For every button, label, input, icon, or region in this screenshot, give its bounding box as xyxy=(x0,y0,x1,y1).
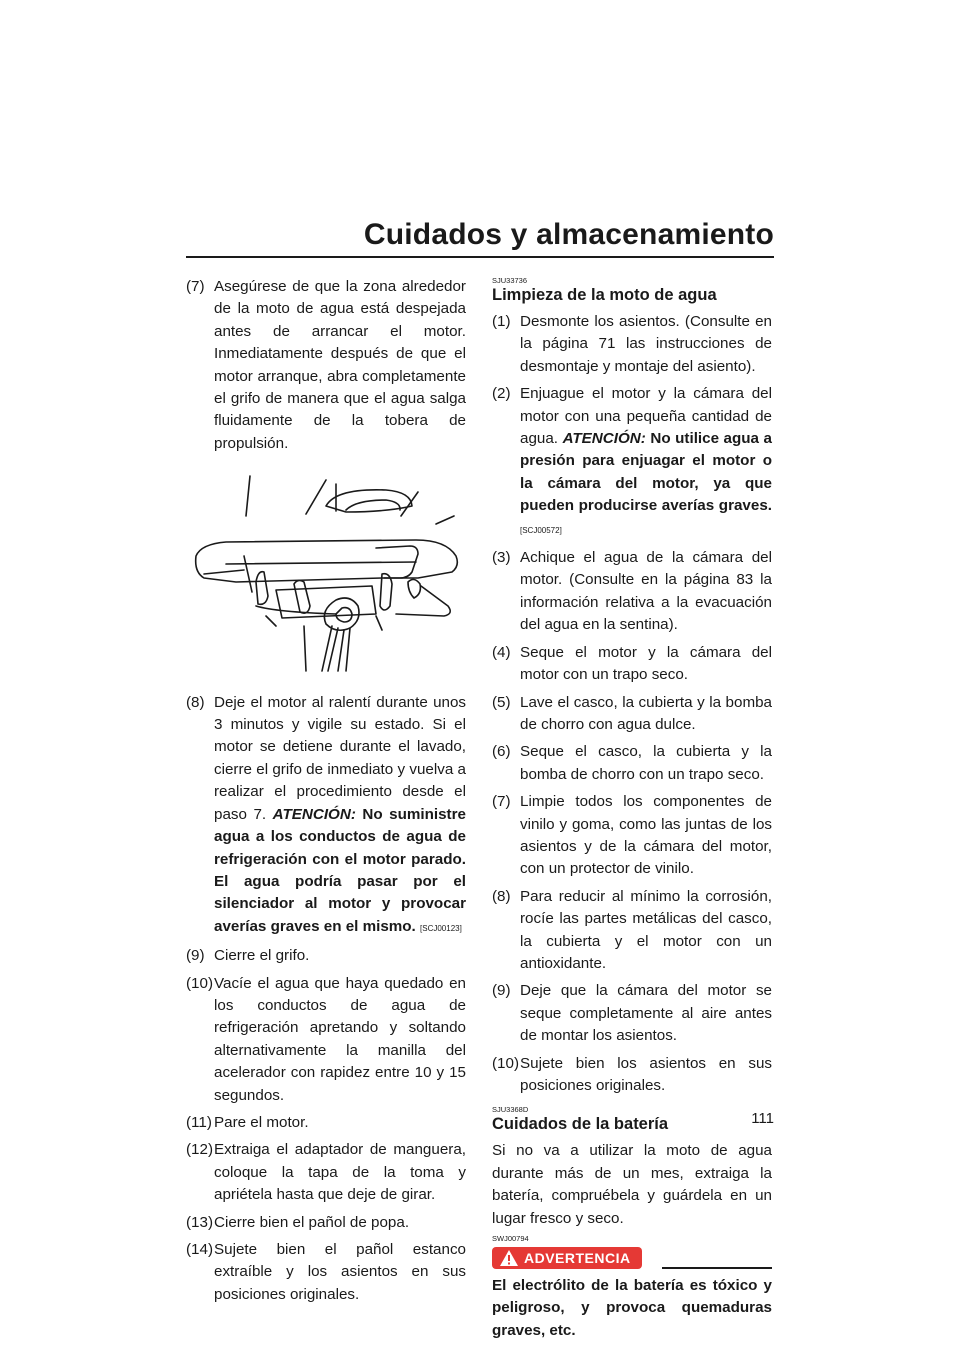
caution-label: ATENCIÓN: xyxy=(272,805,356,823)
step-9 xyxy=(186,945,466,967)
step-13 xyxy=(186,1212,466,1234)
step-8 xyxy=(186,692,466,940)
section-title-battery: Cuidados de la batería xyxy=(492,1115,669,1134)
step-number: (2) xyxy=(492,385,511,403)
warning-rule xyxy=(662,1267,772,1269)
step-number: (12) xyxy=(186,1141,214,1159)
caution-text: No suministre agua a los conductos de agua de refrigeración con el motor parado. El agua podría pasar por el silenciador al motor y provocar averías graves en el mismo. xyxy=(214,805,466,935)
clean-step-1 xyxy=(492,311,772,378)
right-column xyxy=(492,276,772,1342)
step-12 xyxy=(186,1139,466,1206)
step-number: (3) xyxy=(492,549,511,567)
step-text: Limpie todos los componentes de vinilo y goma, como las juntas de los asientos y de la cámara del motor, con un protector de vinilo. xyxy=(520,793,772,878)
step-number: (8) xyxy=(186,693,205,711)
caution-label: ATENCIÓN: xyxy=(562,430,646,448)
warning-header xyxy=(492,1247,772,1269)
warning-triangle-icon xyxy=(499,1249,519,1267)
step-text: Asegúrese de que la zona alrededor de la moto de agua está despejada antes de arrancar el motor. Inmediatamente después de que el motor arranque, abra completamente el grifo de manera que el agua salga fluidamente de la tobera de propulsión. xyxy=(214,278,466,452)
step-number: (11) xyxy=(186,1113,212,1131)
step-number: (10) xyxy=(186,974,214,992)
step-number: (6) xyxy=(492,743,511,761)
clean-step-9 xyxy=(492,980,772,1047)
warning-badge xyxy=(492,1247,642,1269)
step-text: Pare el motor. xyxy=(214,1113,309,1131)
step-text: Cierre bien el pañol de popa. xyxy=(214,1213,410,1231)
step-text: Sujete bien los asientos en sus posiciones originales. xyxy=(520,1054,772,1094)
clean-step-10 xyxy=(492,1053,772,1098)
step-text: Lave el casco, la cubierta y la bomba de chorro con agua dulce. xyxy=(520,693,772,733)
step-text: Vacíe el agua que haya quedado en los conductos de agua de refrigeración apretando y soltando alternativamente la manilla del acelerador con rapidez entre 10 y 15 segundos. xyxy=(214,974,466,1104)
header-rule xyxy=(186,256,774,258)
clean-step-6 xyxy=(492,741,772,786)
step-number: (7) xyxy=(492,793,511,811)
step-10 xyxy=(186,973,466,1107)
step-text: Achique el agua de la cámara del motor. (Consulte en la página 83 la información relativa a la evacuación del agua en la sentina). xyxy=(520,549,772,634)
page-number: 111 xyxy=(751,1110,774,1127)
step-11 xyxy=(186,1112,466,1134)
step-number: (13) xyxy=(186,1213,214,1231)
step-number: (7) xyxy=(186,278,205,295)
clean-step-5 xyxy=(492,692,772,737)
left-column xyxy=(186,276,466,1311)
step-number: (9) xyxy=(492,982,511,1000)
step-number: (4) xyxy=(492,643,511,661)
clean-step-8 xyxy=(492,886,772,976)
section-title-cleaning: Limpieza de la moto de agua xyxy=(492,286,717,304)
step-number: (8) xyxy=(492,887,511,905)
step-text: Deje el motor al ralentí durante unos 3 minutos y vigile su estado. Si el motor se detiene durante el lavado, cierre el grifo de inmediato y vuelva a realizar el procedimiento desde el paso 7. xyxy=(214,693,466,823)
step-number: (1) xyxy=(492,313,511,330)
section-code: SJU3368D xyxy=(492,1105,529,1115)
reference-code: [SCJ00572] xyxy=(520,525,562,535)
step-number: (5) xyxy=(492,693,511,711)
clean-step-2 xyxy=(492,383,772,542)
step-text: Cierre el grifo. xyxy=(214,947,310,965)
section-code: SJU33736 xyxy=(492,276,528,285)
clean-step-3 xyxy=(492,547,772,637)
step-7 xyxy=(186,276,466,455)
warning-text: El electrólito de la batería es tóxico y peligroso, y provoca quemaduras graves, etc. xyxy=(492,1277,772,1339)
warning-code: SWJ00794 xyxy=(492,1234,529,1244)
step-14 xyxy=(186,1239,466,1306)
step-text: Sujete bien el pañol estanco extraíble y los asientos en sus posiciones originales. xyxy=(214,1241,466,1303)
battery-paragraph: Si no va a utilizar la moto de agua durante más de un mes, extraiga la batería, compruébela y guárdela en un lugar fresco y seco. xyxy=(492,1142,772,1227)
step-number: (9) xyxy=(186,947,205,965)
jet-ski-stern-illustration xyxy=(186,466,466,676)
caution-text: No utilice agua a presión para enjuagar el motor o la cámara del motor, ya que pueden producirse averías graves. xyxy=(520,430,772,515)
page-title: Cuidados y almacenamiento xyxy=(363,218,774,251)
step-text: Deje que la cámara del motor se seque completamente al aire antes de montar los asientos. xyxy=(520,982,772,1045)
clean-step-4 xyxy=(492,642,772,687)
reference-code: [SCJ00123] xyxy=(420,923,462,933)
step-text: Seque el casco, la cubierta y la bomba de chorro con un trapo seco. xyxy=(520,743,772,783)
step-text: Para reducir al mínimo la corrosión, rocíe las partes metálicas del casco, la cubierta y el motor con un antioxidante. xyxy=(520,887,772,972)
clean-step-7 xyxy=(492,791,772,881)
step-number: (14) xyxy=(186,1241,214,1258)
step-text: Extraiga el adaptador de manguera, coloque la tapa de la toma y apriétela hasta que deje de girar. xyxy=(214,1141,466,1204)
step-text: Enjuague el motor y la cámara del motor con una pequeña cantidad de agua. xyxy=(520,385,772,448)
step-text: Desmonte los asientos. (Consulte en la página 71 las instrucciones de desmontaje y montaje del asiento). xyxy=(520,313,772,375)
warning-label: ADVERTENCIA xyxy=(524,1250,631,1267)
step-text: Seque el motor y la cámara del motor con un trapo seco. xyxy=(520,643,772,684)
step-number: (10) xyxy=(492,1054,520,1072)
